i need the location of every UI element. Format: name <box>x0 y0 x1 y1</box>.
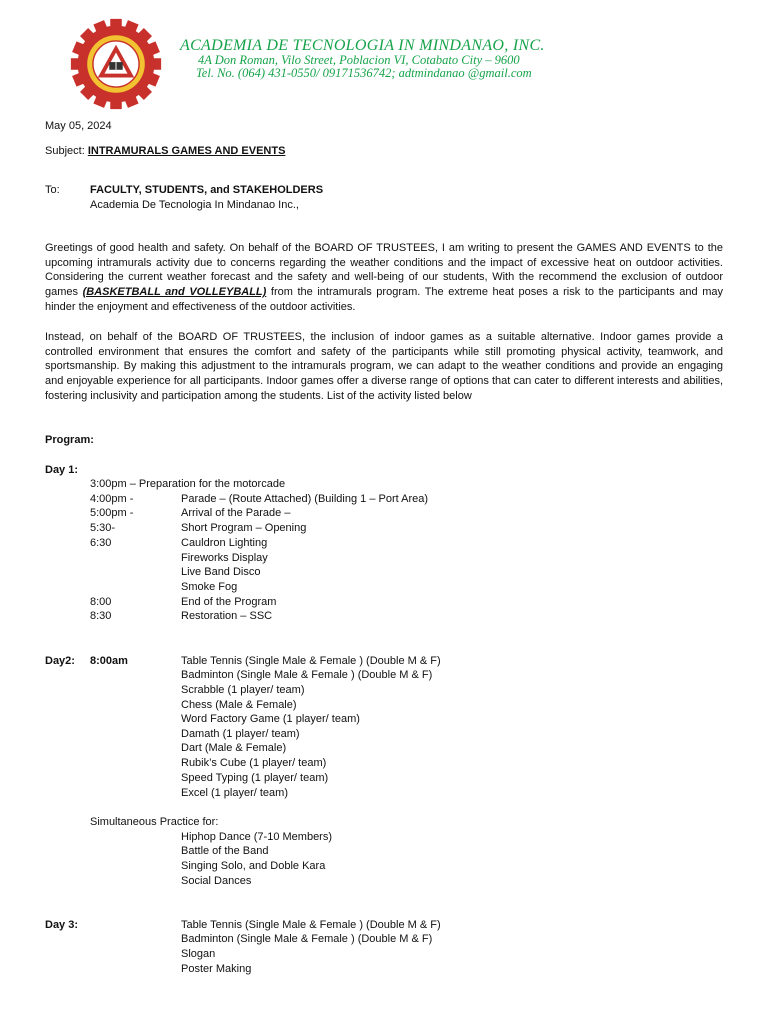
schedule-time: 8:30 <box>90 610 112 622</box>
schedule-time: 8:00 <box>90 596 112 608</box>
paragraph-1-text-end: from the intramurals program. The extreme heat poses a risk to the participants and may hinder the enjoyment and effectiveness of the outdoor activities. <box>45 286 723 313</box>
program-heading: Program: <box>45 434 94 446</box>
to-label: To: <box>45 184 60 196</box>
schedule-activity: End of the Program <box>181 596 277 608</box>
practice-item: Hiphop Dance (7-10 Members) <box>181 831 333 843</box>
day-2-item: Scrabble (1 player/ team) <box>181 684 305 696</box>
body-paragraph-2: Instead, on behalf of the BOARD OF TRUSTEES, the inclusion of indoor games as a suitable alternative. Indoor games provide a controlled environment that ensures the comfort and safety of the participants while still promoting physical activity, teamwork, and sportsmanship. By making this adjustment to the intramurals program, we can adapt to the weather conditions and provide an engaging and enjoyable experience for all participants. Indoor games offer a diverse range of options that can cater to different interests and abilities, fostering inclusivity and participation among the students. List of the activity listed below <box>45 331 723 402</box>
practice-item: Social Dances <box>181 875 252 887</box>
schedule-time: 6:30 <box>90 537 112 549</box>
body-paragraph-1 <box>45 241 723 315</box>
day-2-item: Excel (1 player/ team) <box>181 787 288 799</box>
paragraph-1-text: Greetings of good health and safety. On behalf of the BOARD OF TRUSTEES, I am writing to present the GAMES AND EVENTS to the upcoming intramurals activity due to concerns regarding the weather conditions and the impact of excessive heat on outdoor activities. Considering the current weather forecast and the safety and well-being of our students, With the recommend the exclusion of outdoor games <box>45 242 723 299</box>
subject-value: INTRAMURALS GAMES AND EVENTS <box>87 145 286 157</box>
practice-heading: Simultaneous Practice for: <box>90 816 219 828</box>
day-3-label: Day 3: <box>45 919 79 931</box>
subject-label: Subject: <box>45 145 88 157</box>
schedule-activity: Smoke Fog <box>181 581 238 593</box>
schedule-time: 4:00pm - <box>90 493 134 505</box>
subject-line <box>45 144 285 159</box>
institution-contact: Tel. No. (064) 431-0550/ 09171536742; adtmindanao @gmail.com <box>196 66 532 80</box>
schedule-time: 5:00pm - <box>90 507 134 519</box>
day-2-label: Day2: <box>45 655 75 667</box>
to-recipients: FACULTY, STUDENTS, and STAKEHOLDERS <box>90 184 324 196</box>
schedule-activity: Short Program – Opening <box>181 522 307 534</box>
institution-name: ACADEMIA DE TECNOLOGIA IN MINDANAO, INC. <box>180 37 545 54</box>
day-3-item: Poster Making <box>181 963 252 975</box>
day-2-item: Damath (1 player/ team) <box>181 728 300 740</box>
schedule-activity: Cauldron Lighting <box>181 537 268 549</box>
day-2-item: Speed Typing (1 player/ team) <box>181 772 329 784</box>
day-3-item: Slogan <box>181 948 216 960</box>
day-3-item: Table Tennis (Single Male & Female ) (Double M & F) <box>181 919 441 931</box>
practice-item: Battle of the Band <box>181 845 269 857</box>
day-2-item: Rubik’s Cube (1 player/ team) <box>181 757 327 769</box>
day-2-time: 8:00am <box>90 655 128 667</box>
schedule-time: 5:30- <box>90 522 116 534</box>
day-1-first-line: 3:00pm – Preparation for the motorcade <box>90 478 286 490</box>
institution-address: 4A Don Roman, Vilo Street, Poblacion VI, Cotabato City – 9600 <box>198 53 520 67</box>
day-2-item: Dart (Male & Female) <box>181 742 287 754</box>
schedule-activity: Fireworks Display <box>181 552 268 564</box>
day-3-item: Badminton (Single Male & Female ) (Double M & F) <box>181 933 433 945</box>
institution-seal-icon <box>68 16 164 112</box>
day-2-item: Word Factory Game (1 player/ team) <box>181 713 360 725</box>
day-1-label: Day 1: <box>45 464 79 476</box>
schedule-activity: Restoration – SSC <box>181 610 273 622</box>
practice-item: Singing Solo, and Doble Kara <box>181 860 326 872</box>
day-2-item: Table Tennis (Single Male & Female ) (Double M & F) <box>181 655 441 667</box>
letter-date: May 05, 2024 <box>45 120 112 132</box>
schedule-activity: Arrival of the Parade – <box>181 507 291 519</box>
schedule-activity: Parade – (Route Attached) (Building 1 – Port Area) <box>181 493 429 505</box>
to-organization: Academia De Tecnologia In Mindanao Inc., <box>90 199 299 211</box>
day-2-item: Badminton (Single Male & Female ) (Double M & F) <box>181 669 433 681</box>
schedule-activity: Live Band Disco <box>181 566 261 578</box>
excluded-games-emphasis: (BASKETBALL and VOLLEYBALL) <box>82 286 267 299</box>
day-2-item: Chess (Male & Female) <box>181 699 297 711</box>
